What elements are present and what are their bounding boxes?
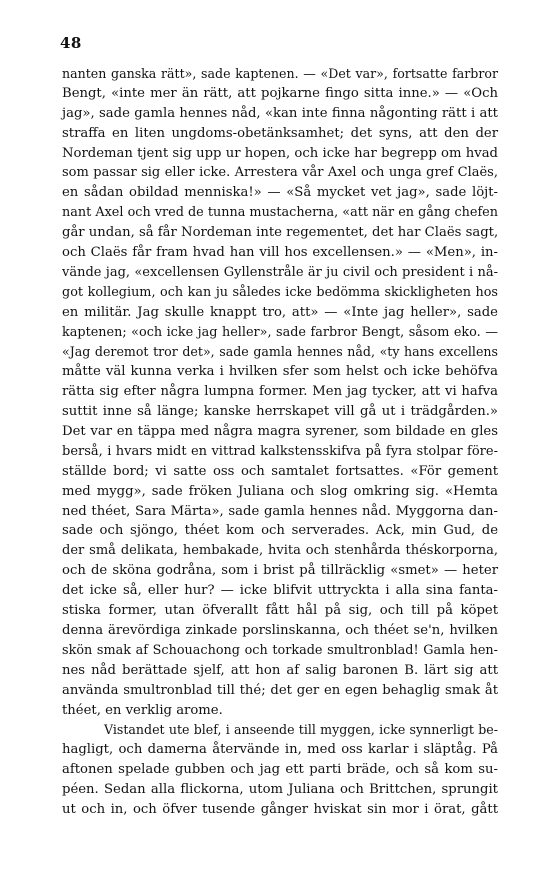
text-line: som passar sig eller icke. Arrestera vår Axel och unga gref Claës, [62, 165, 498, 181]
text-line: hagligt, och damerna återvände in, med oss karlar i släptåg. På [62, 742, 498, 758]
text-line: nant Axel och vred de tunna mustacherna, «att när en gång chefen [62, 205, 498, 221]
text-line: det icke så, eller hur? — icke blifvit uttryckta i alla sina fanta- [62, 583, 498, 599]
text-line: der små delikata, hembakade, hvita och stenhårda théskorporna, [62, 543, 498, 559]
text-line: Bengt, «inte mer än rätt, att pojkarne fingo sitta inne.» — «Och [62, 85, 498, 101]
page-number: 48 [60, 34, 82, 52]
text-line: måtte väl kunna verka i hvilken sfer som helst och icke behöfva [62, 364, 498, 380]
text-line: straffa en liten ungdoms-obetänksamhet; det syns, att den der [62, 125, 498, 141]
text-line: denna ärevördiga zinkade porslinskanna, och théet se'n, hvilken [62, 622, 498, 638]
text-line: skön smak af Schouachong och torkade smultronblad! Gamla hen- [62, 642, 498, 658]
text-line: péen. Sedan alla flickorna, utom Juliana och Brittchen, sprungit [62, 782, 498, 798]
text-line: jag», sade gamla hennes nåd, «kan inte finna någonting rätt i att [62, 105, 498, 121]
text-line: en militär. Jag skulle knappt tro, att» — «Inte jag heller», sade [62, 304, 498, 320]
text-line: stiska former, utan öfverallt fått hål på sig, och till på köpet [62, 603, 498, 619]
body-text [62, 64, 498, 820]
text-line: sade och sjöngo, théet kom och serverades. Ack, min Gud, de [62, 523, 498, 539]
text-line: berså, i hvars midt en vittrad kalkstensskifva på fyra stolpar före- [62, 443, 498, 459]
text-line: aftonen spelade gubben och jag ett parti bräde, och så kom su- [62, 762, 498, 778]
text-line: ut och in, och öfver tusende gånger hviskat sin mor i örat, gått [62, 801, 498, 817]
text-line: en sådan obildad menniska!» — «Så mycket vet jag», sade löjt- [62, 185, 498, 201]
text-line: ställde bord; vi satte oss och samtalet fortsattes. «För gement [62, 463, 498, 479]
text-line: Det var en täppa med några magra syrener, som bildade en gles [62, 424, 498, 440]
text-line: théet, en verklig arome. [62, 702, 223, 718]
text-line: got kollegium, och kan ju således icke bedömma skickligheten hos [62, 284, 498, 300]
text-line: Vistandet ute blef, i anseende till myggen, icke synnerligt be- [104, 722, 498, 738]
text-line: kaptenen; «och icke jag heller», sade farbror Bengt, såsom eko. — [62, 324, 498, 340]
text-line: «Jag deremot tror det», sade gamla hennes nåd, «ty hans excellens [62, 344, 498, 360]
text-line: ned théet, Sara Märta», sade gamla hennes nåd. Myggorna dan- [62, 503, 498, 519]
text-line: och Claës får fram hvad han vill hos excellensen.» — «Men», in- [62, 245, 498, 261]
text-line: vände jag, «excellensen Gyllenstråle är ju civil och president i nå- [62, 264, 498, 280]
text-line: Nordeman tjent sig upp ur hopen, och icke har begrepp om hvad [62, 145, 498, 161]
text-line: med mygg», sade fröken Juliana och slog omkring sig. «Hemta [62, 483, 498, 499]
text-line: suttit inne så länge; kanske herrskapet vill gå ut i trädgården.» [62, 404, 498, 420]
text-line: använda smultronblad till thé; det ger en egen behaglig smak åt [62, 682, 498, 698]
text-line: nes nåd berättade sjelf, att hon af salig baronen B. lärt sig att [62, 662, 498, 678]
text-line: rätta sig efter några lumpna former. Men jag tycker, att vi hafva [62, 384, 498, 400]
text-line: nanten ganska rätt», sade kaptenen. — «Det var», fortsatte farbror [62, 66, 498, 81]
text-line: går undan, så får Nordeman inte regementet, det har Claës sagt, [62, 225, 499, 241]
text-line: och de sköna godråna, som i brist på tillräcklig «smet» — heter [62, 563, 498, 579]
